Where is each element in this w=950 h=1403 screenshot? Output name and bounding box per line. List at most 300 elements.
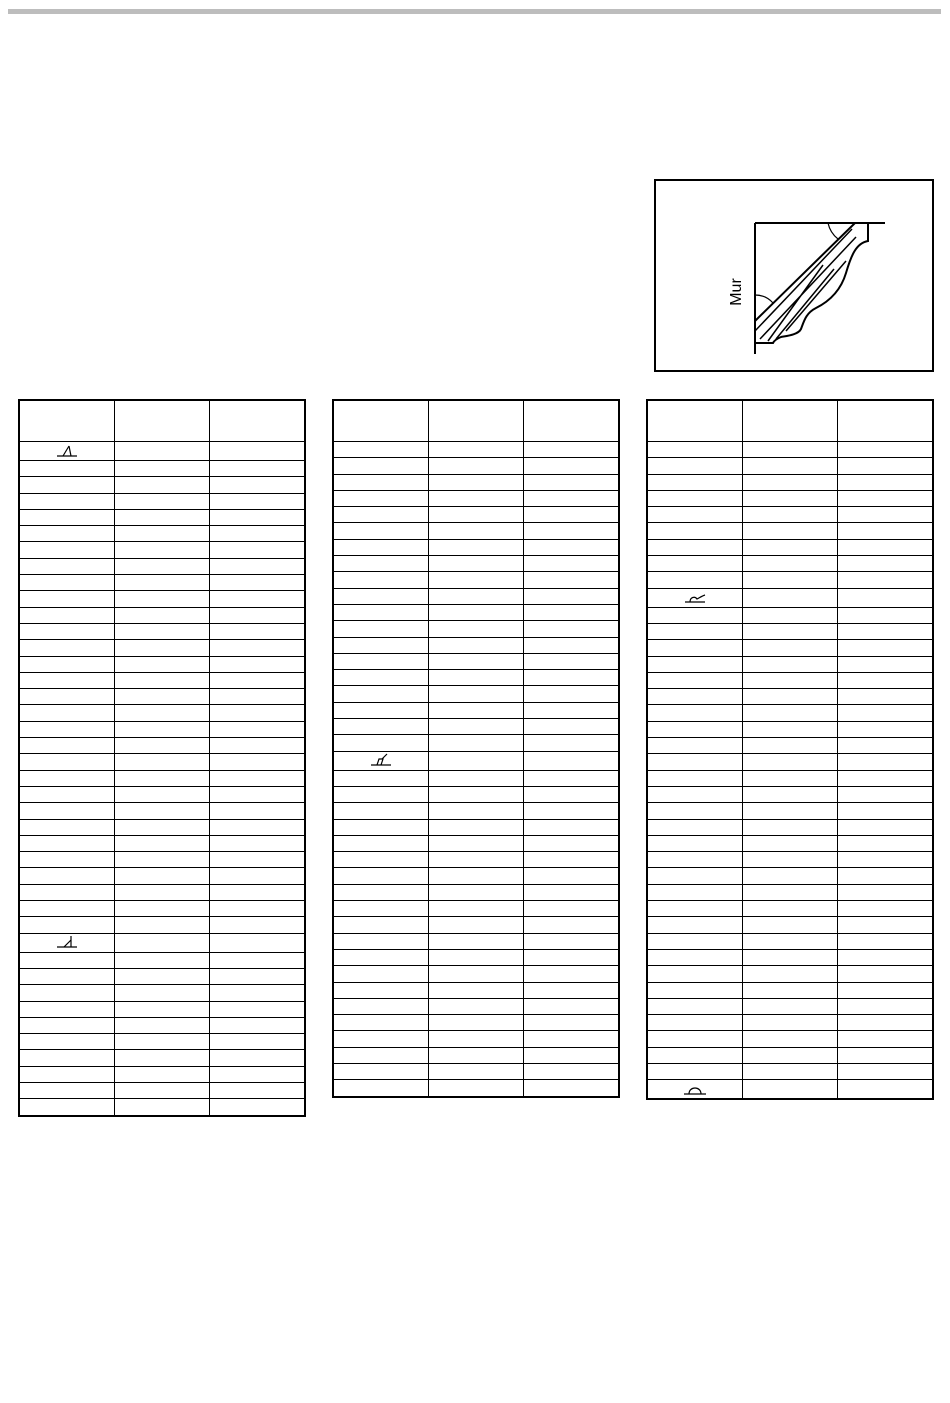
table-row (333, 1031, 619, 1047)
table-cell (210, 1001, 306, 1017)
table-cell (333, 1063, 429, 1079)
table-cell (19, 835, 115, 851)
table-cell (429, 901, 524, 917)
table-cell (19, 917, 115, 933)
table-cell (333, 770, 429, 786)
table-cell (115, 933, 210, 952)
table-cell (429, 884, 524, 900)
table-row (647, 884, 933, 900)
table-cell (210, 575, 306, 591)
table-row (19, 607, 305, 623)
table-cell (743, 933, 838, 949)
table-cell (19, 1099, 115, 1116)
table-cell (838, 852, 934, 868)
table-row (19, 721, 305, 737)
table-row (647, 852, 933, 868)
table-cell (115, 985, 210, 1001)
table-cell (333, 588, 429, 604)
table-cell (115, 786, 210, 802)
table-cell (19, 526, 115, 542)
wall-label: Mur (728, 278, 745, 306)
table-cell (19, 1066, 115, 1082)
spring-angle-shallow-icon (683, 590, 707, 604)
table-header-cell (743, 400, 838, 442)
table-cell (429, 637, 524, 653)
table-cell (743, 539, 838, 555)
table-row (647, 949, 933, 965)
table-cell (333, 572, 429, 588)
table-cell (524, 523, 620, 539)
table-header-cell (647, 400, 743, 442)
table-cell (743, 1031, 838, 1047)
table-cell (647, 656, 743, 672)
table-cell (647, 572, 743, 588)
table-cell (115, 640, 210, 656)
table-cell (210, 705, 306, 721)
table-cell (210, 968, 306, 984)
table-cell (838, 917, 934, 933)
table-cell (524, 686, 620, 702)
table-cell (19, 803, 115, 819)
table-cell (210, 542, 306, 558)
table-cell (333, 819, 429, 835)
table-cell (115, 952, 210, 968)
table-cell (210, 477, 306, 493)
table-cell (333, 458, 429, 474)
table-cell (210, 1034, 306, 1050)
table-row (19, 558, 305, 574)
table-cell (429, 588, 524, 604)
table-cell (115, 803, 210, 819)
table-cell (647, 770, 743, 786)
table-cell (333, 670, 429, 686)
table-cell (743, 588, 838, 607)
table-cell (19, 705, 115, 721)
table-cell (210, 442, 306, 461)
table-cell (647, 1080, 743, 1100)
table-row (647, 917, 933, 933)
table-row (19, 1099, 305, 1116)
table-cell (429, 835, 524, 851)
table-cell (743, 689, 838, 705)
table-cell (429, 719, 524, 735)
table-cell (333, 803, 429, 819)
table-row (19, 526, 305, 542)
table-row (647, 1047, 933, 1063)
table-cell (647, 523, 743, 539)
table-cell (524, 735, 620, 751)
table-row (647, 474, 933, 490)
table-cell (743, 949, 838, 965)
table-cell (524, 949, 620, 965)
table-cell (647, 1047, 743, 1063)
table-cell (524, 637, 620, 653)
table-cell (429, 702, 524, 718)
table-cell (429, 770, 524, 786)
table-row (333, 770, 619, 786)
table-cell (210, 754, 306, 770)
table-header-cell (210, 400, 306, 442)
table-cell (19, 575, 115, 591)
table-row (333, 572, 619, 588)
table-row (19, 542, 305, 558)
table-row (647, 507, 933, 523)
table-cell (19, 689, 115, 705)
table-cell (524, 588, 620, 604)
table-row (647, 705, 933, 721)
table-cell (838, 474, 934, 490)
table-cell (210, 672, 306, 688)
table-cell (743, 640, 838, 656)
table-cell (115, 542, 210, 558)
table-cell (210, 1017, 306, 1033)
table-cell (333, 507, 429, 523)
table-row (19, 819, 305, 835)
table-cell (838, 507, 934, 523)
table-row (333, 884, 619, 900)
table-cell (115, 656, 210, 672)
table-row (19, 705, 305, 721)
table-cell (524, 751, 620, 770)
table-header-row (333, 400, 619, 442)
table-cell (115, 1082, 210, 1098)
table-cell (115, 852, 210, 868)
table-cell (743, 1047, 838, 1063)
table-cell (524, 933, 620, 949)
table-row (647, 933, 933, 949)
table-row (19, 461, 305, 477)
table-cell (210, 1082, 306, 1098)
table-cell (743, 835, 838, 851)
table-cell (838, 868, 934, 884)
table-cell (333, 835, 429, 851)
table-cell (115, 705, 210, 721)
table-row (19, 917, 305, 933)
table-row (19, 1017, 305, 1033)
table-header-cell (333, 400, 429, 442)
table-row (333, 917, 619, 933)
table-cell (838, 933, 934, 949)
table-row (647, 523, 933, 539)
table-row (647, 835, 933, 851)
table-header-row (19, 400, 305, 442)
table-row (19, 786, 305, 802)
table-cell (743, 754, 838, 770)
table-cell (838, 490, 934, 506)
table-cell (524, 653, 620, 669)
table-cell (115, 1066, 210, 1082)
table-cell (19, 884, 115, 900)
table-cell (524, 966, 620, 982)
table-row (333, 490, 619, 506)
table-row (647, 556, 933, 572)
table-row (647, 786, 933, 802)
table-row (647, 868, 933, 884)
table-cell (524, 572, 620, 588)
top-rule (8, 9, 941, 14)
table-cell (647, 539, 743, 555)
table-cell (115, 509, 210, 525)
table-cell (647, 738, 743, 754)
table-cell (838, 721, 934, 737)
table-row (333, 1047, 619, 1063)
table-row (333, 786, 619, 802)
table-cell (647, 556, 743, 572)
table-cell (838, 901, 934, 917)
table-cell (210, 689, 306, 705)
table-row (647, 754, 933, 770)
table-row (19, 770, 305, 786)
table-cell (429, 442, 524, 458)
table-cell (524, 458, 620, 474)
table-cell (524, 835, 620, 851)
table-cell (647, 786, 743, 802)
table-cell (524, 702, 620, 718)
table-cell (743, 786, 838, 802)
table-cell (429, 949, 524, 965)
table-header-cell (429, 400, 524, 442)
table-row (333, 803, 619, 819)
table-cell (429, 868, 524, 884)
table-row (647, 966, 933, 982)
table-cell (838, 539, 934, 555)
table-cell (524, 868, 620, 884)
table-cell (115, 968, 210, 984)
table-cell (115, 754, 210, 770)
table-cell (524, 917, 620, 933)
table-cell (838, 738, 934, 754)
table-row (647, 1015, 933, 1031)
table-cell (115, 575, 210, 591)
table-cell (524, 442, 620, 458)
table-row (19, 442, 305, 461)
table-cell (210, 1066, 306, 1082)
table-cell (19, 952, 115, 968)
table-row (647, 901, 933, 917)
table-cell (210, 819, 306, 835)
table-row (333, 507, 619, 523)
table-cell (19, 819, 115, 835)
table-row (333, 442, 619, 458)
table-cell (743, 901, 838, 917)
table-cell (19, 493, 115, 509)
table-row (333, 1080, 619, 1097)
table-cell (333, 901, 429, 917)
table-cell (210, 786, 306, 802)
table-cell (19, 933, 115, 952)
table-cell (524, 1063, 620, 1079)
table-row (19, 477, 305, 493)
table-row (19, 901, 305, 917)
table-cell (743, 868, 838, 884)
table-cell (838, 623, 934, 639)
table-cell (838, 1031, 934, 1047)
table-cell (19, 623, 115, 639)
table-cell (647, 672, 743, 688)
table-cell (429, 572, 524, 588)
table-cell (743, 572, 838, 588)
table-cell (743, 721, 838, 737)
table-header-row (647, 400, 933, 442)
table-cell (524, 490, 620, 506)
table-cell (524, 621, 620, 637)
table-row (333, 868, 619, 884)
table-cell (115, 689, 210, 705)
table-cell (333, 884, 429, 900)
table-cell (647, 623, 743, 639)
table-cell (838, 982, 934, 998)
crown-molding-figure (654, 179, 934, 372)
table-cell (524, 1015, 620, 1031)
table-cell (333, 686, 429, 702)
table-cell (647, 607, 743, 623)
table-cell (429, 653, 524, 669)
table-cell (743, 458, 838, 474)
table-cell (524, 803, 620, 819)
table-cell (19, 1034, 115, 1050)
table-cell (524, 852, 620, 868)
table-row (333, 735, 619, 751)
table-cell (210, 526, 306, 542)
table-cell (647, 819, 743, 835)
angle-table-3 (646, 399, 934, 1100)
table-cell (115, 819, 210, 835)
table-cell (210, 493, 306, 509)
table-cell (429, 852, 524, 868)
table-row (333, 751, 619, 770)
table-row (333, 966, 619, 982)
table-cell (429, 917, 524, 933)
table-row (19, 835, 305, 851)
table-cell (210, 835, 306, 851)
table-cell (429, 523, 524, 539)
table-row (647, 770, 933, 786)
table-cell (743, 1015, 838, 1031)
table-cell (19, 901, 115, 917)
table-cell (647, 998, 743, 1014)
table-cell (743, 490, 838, 506)
table-cell (524, 901, 620, 917)
table-cell (333, 982, 429, 998)
table-cell (210, 656, 306, 672)
table-row (19, 754, 305, 770)
table-row (647, 819, 933, 835)
table-header-cell (19, 400, 115, 442)
table-cell (115, 770, 210, 786)
table-cell (210, 461, 306, 477)
table-cell (210, 933, 306, 952)
table-cell (524, 998, 620, 1014)
table-cell (210, 952, 306, 968)
table-row (19, 656, 305, 672)
table-cell (429, 474, 524, 490)
table-cell (333, 1015, 429, 1031)
table-cell (647, 835, 743, 851)
table-cell (647, 982, 743, 998)
table-cell (19, 656, 115, 672)
table-row (19, 803, 305, 819)
table-cell (210, 1050, 306, 1066)
table-cell (647, 852, 743, 868)
table-cell (647, 490, 743, 506)
table-cell (838, 523, 934, 539)
table-cell (210, 868, 306, 884)
table-cell (429, 458, 524, 474)
table-row (333, 604, 619, 620)
table-row (19, 493, 305, 509)
table-cell (647, 640, 743, 656)
table-row (333, 901, 619, 917)
table-row (647, 998, 933, 1014)
table-row (19, 672, 305, 688)
table-row (333, 686, 619, 702)
table-cell (429, 786, 524, 802)
table-row (333, 637, 619, 653)
table-row (647, 607, 933, 623)
table-cell (838, 572, 934, 588)
table-cell (333, 852, 429, 868)
table-cell (429, 735, 524, 751)
table-cell (429, 621, 524, 637)
table-cell (115, 526, 210, 542)
table-cell (210, 509, 306, 525)
table-cell (838, 458, 934, 474)
table-row (19, 868, 305, 884)
spring-angle-52-icon (55, 444, 79, 458)
table-cell (743, 442, 838, 458)
table-cell (743, 982, 838, 998)
table-cell (524, 539, 620, 555)
table-row (19, 640, 305, 656)
table-cell (838, 1080, 934, 1100)
table-row (333, 556, 619, 572)
table-cell (838, 998, 934, 1014)
table-row (647, 640, 933, 656)
table-cell (210, 852, 306, 868)
table-cell (647, 474, 743, 490)
table-cell (647, 933, 743, 949)
table-cell (210, 607, 306, 623)
table-cell (333, 735, 429, 751)
table-cell (333, 933, 429, 949)
table-cell (743, 1063, 838, 1079)
table-cell (19, 852, 115, 868)
table-cell (647, 966, 743, 982)
table-cell (210, 640, 306, 656)
table-row (19, 591, 305, 607)
table-cell (115, 558, 210, 574)
table-cell (19, 558, 115, 574)
table-row (19, 884, 305, 900)
table-cell (647, 442, 743, 458)
table-cell (333, 702, 429, 718)
table-row (333, 719, 619, 735)
table-cell (524, 474, 620, 490)
table-cell (333, 1031, 429, 1047)
table-cell (647, 901, 743, 917)
table-cell (19, 477, 115, 493)
table-cell (838, 803, 934, 819)
table-cell (647, 803, 743, 819)
table-cell (838, 1047, 934, 1063)
table-cell (743, 705, 838, 721)
table-row (19, 738, 305, 754)
table-cell (115, 884, 210, 900)
table-cell (429, 539, 524, 555)
table-cell (333, 1080, 429, 1097)
table-row (647, 623, 933, 639)
table-header-cell (524, 400, 620, 442)
